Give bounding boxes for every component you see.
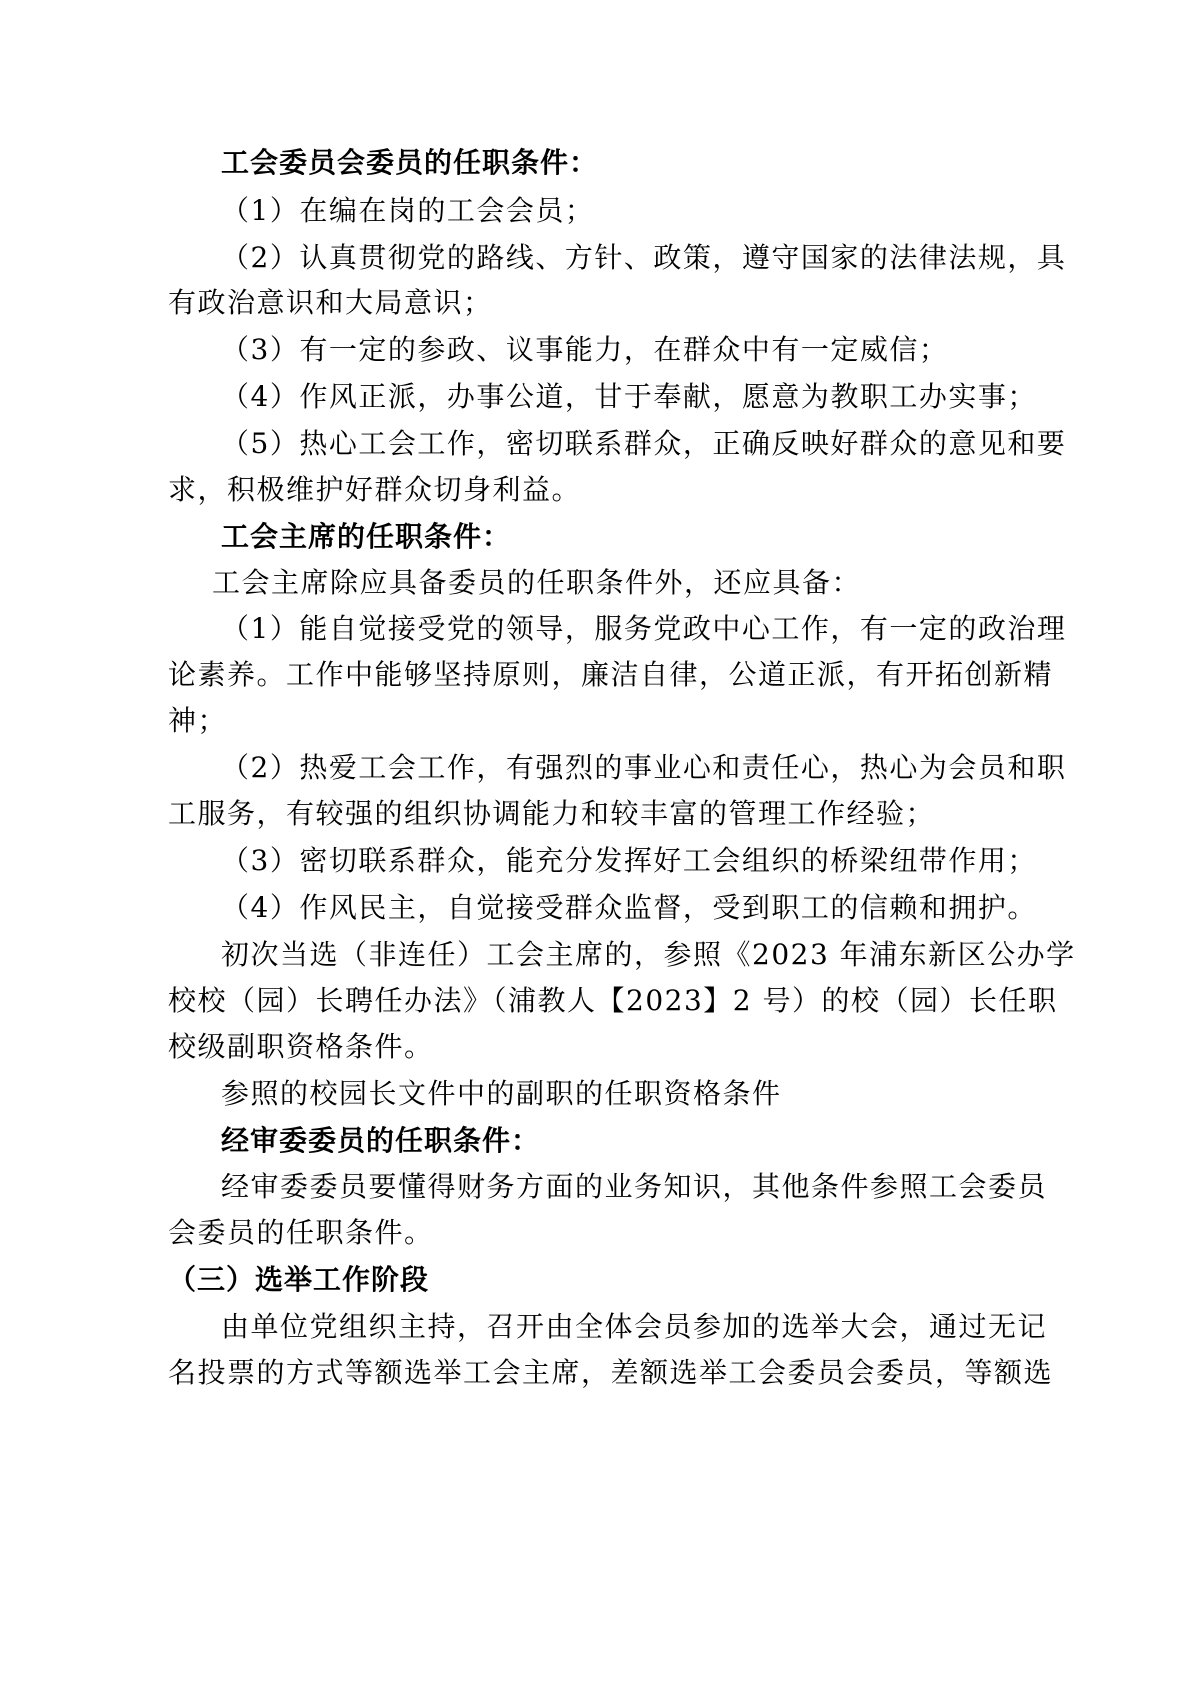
first-election-line-3: 校级副职资格条件。 <box>168 1030 434 1063</box>
audit-heading: 经审委委员的任职条件： <box>221 1124 541 1157</box>
audit-body-line-1: 经审委委员要懂得财务方面的业务知识，其他条件参照工会委员 <box>221 1170 1048 1203</box>
committee-item-4: （4）作风正派，办事公道，甘于奉献，愿意为教职工办实事； <box>221 380 1037 413</box>
committee-item-2: （2）认真贯彻党的路线、方针、政策，遵守国家的法律法规，具 <box>221 241 1067 274</box>
first-election-line-2: 校校（园）长聘任办法》（浦教人【2023】2 号）的校（园）长任职 <box>168 984 1058 1017</box>
committee-item-2-cont: 有政治意识和大局意识； <box>168 286 493 319</box>
election-body-line-1: 由单位党组织主持，召开由全体会员参加的选举大会，通过无记 <box>221 1310 1048 1343</box>
committee-item-5: （5）热心工会工作，密切联系群众，正确反映好群众的意见和要 <box>221 427 1067 460</box>
committee-item-5-cont: 求，积极维护好群众切身利益。 <box>168 473 582 506</box>
first-election-line-1: 初次当选（非连任）工会主席的，参照《2023 年浦东新区公办学 <box>221 938 1076 971</box>
committee-member-heading: 工会委员会委员的任职条件： <box>221 146 599 179</box>
reference-note: 参照的校园长文件中的副职的任职资格条件 <box>221 1077 782 1110</box>
audit-body-line-2: 会委员的任职条件。 <box>168 1216 434 1249</box>
committee-item-1: （1）在编在岗的工会会员； <box>221 194 595 227</box>
election-body-line-2: 名投票的方式等额选举工会主席，差额选举工会委员会委员，等额选 <box>168 1356 1054 1389</box>
chairman-item-1-cont: 论素养。工作中能够坚持原则，廉洁自律，公道正派，有开拓创新精 <box>168 658 1054 691</box>
chairman-item-1-cont-2: 神； <box>168 704 228 737</box>
chairman-intro: 工会主席除应具备委员的任职条件外，还应具备： <box>212 566 862 599</box>
chairman-item-4: （4）作风民主，自觉接受群众监督，受到职工的信赖和拥护。 <box>221 891 1037 924</box>
chairman-heading: 工会主席的任职条件： <box>221 520 512 553</box>
chairman-item-2-cont: 工服务，有较强的组织协调能力和较丰富的管理工作经验； <box>168 797 936 830</box>
chairman-item-3: （3）密切联系群众，能充分发挥好工会组织的桥梁纽带作用； <box>221 844 1037 877</box>
committee-item-3: （3）有一定的参政、议事能力，在群众中有一定威信； <box>221 333 949 366</box>
chairman-item-1: （1）能自觉接受党的领导，服务党政中心工作，有一定的政治理 <box>221 612 1067 645</box>
chairman-item-2: （2）热爱工会工作，有强烈的事业心和责任心，热心为会员和职 <box>221 751 1067 784</box>
election-stage-heading: （三）选举工作阶段 <box>168 1263 430 1296</box>
